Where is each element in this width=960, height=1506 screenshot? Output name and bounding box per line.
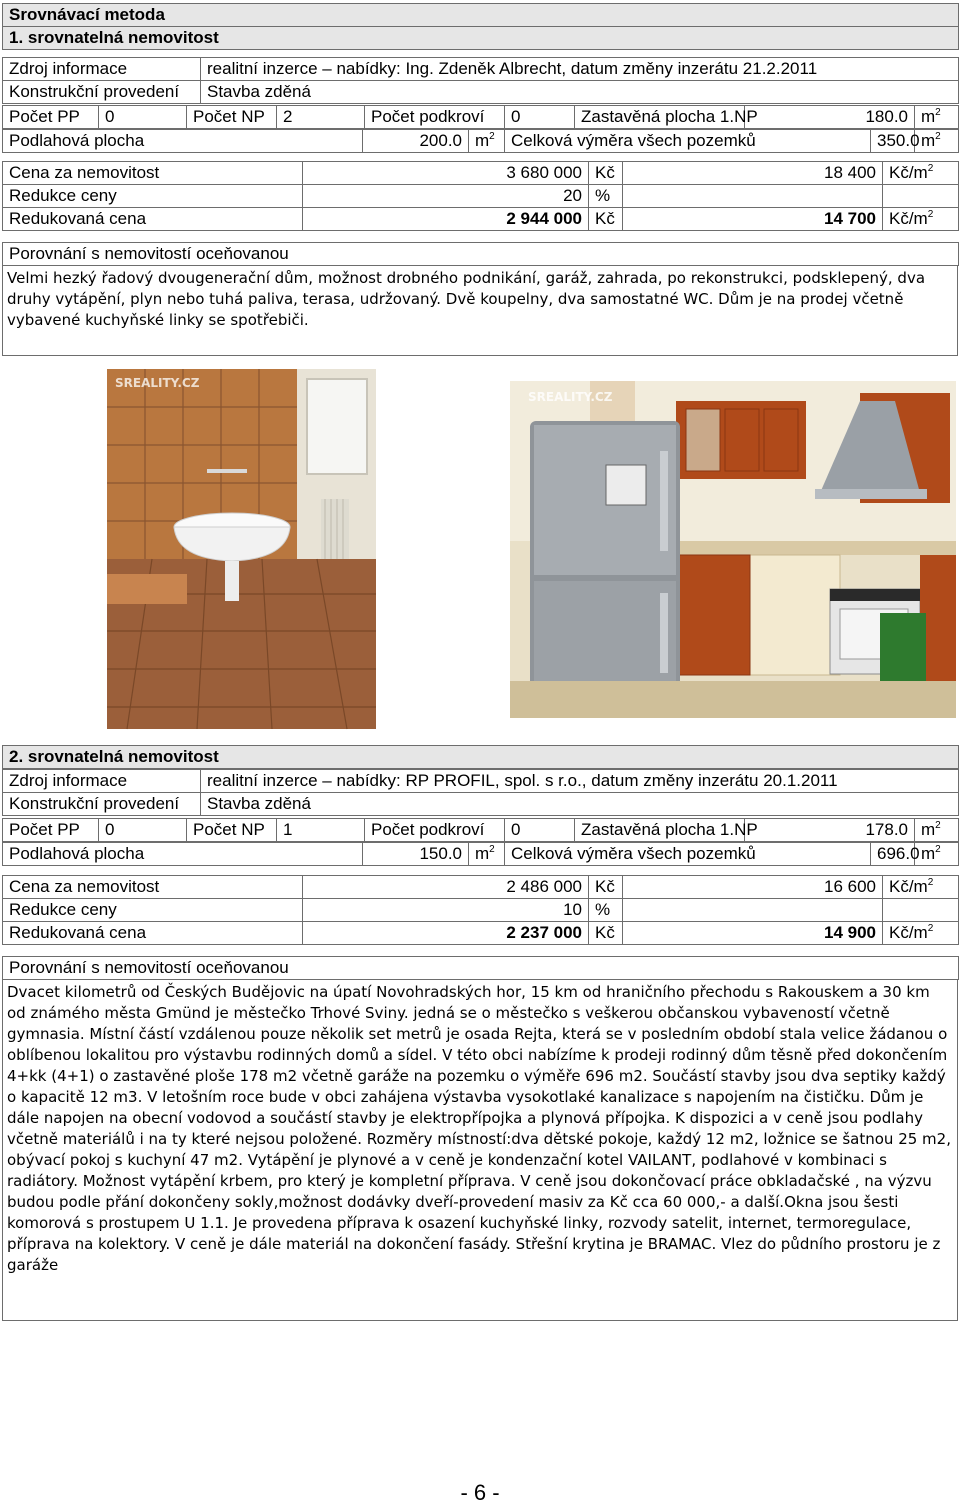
reduced-price-value: 2 237 000 bbox=[303, 922, 589, 945]
price-per-m2-unit: $Kč/m^2$ bbox=[883, 162, 959, 185]
property1-area-table bbox=[2, 129, 959, 153]
price-per-m2-unit: $Kč/m^2$ bbox=[883, 876, 959, 899]
property2-title: 2. srovnatelná nemovitost bbox=[3, 746, 959, 769]
built-area-value: 178.0 bbox=[745, 819, 915, 842]
attic-label: Počet podkroví bbox=[365, 819, 505, 842]
reduced-price-per-m2-value: 14 700 bbox=[623, 208, 883, 231]
reduction-unit: % bbox=[589, 899, 623, 922]
floor-area-label: Podlahová plocha bbox=[3, 130, 363, 153]
land-area-label: Celková výměra všech pozemků bbox=[505, 843, 871, 866]
empty-cell bbox=[883, 185, 959, 208]
property1-description-box bbox=[2, 265, 958, 356]
reduced-price-value: 2 944 000 bbox=[303, 208, 589, 231]
method-title: Srovnávací metoda bbox=[3, 4, 959, 27]
property2-comparison-table bbox=[2, 956, 959, 980]
kitchen-photo bbox=[510, 381, 956, 718]
floor-area-value: 200.0 bbox=[363, 130, 469, 153]
land-area-value: 350.0 bbox=[871, 130, 915, 153]
pp-value: 0 bbox=[99, 819, 187, 842]
source-value: realitní inzerce – nabídky: RP PROFIL, spol. s r.o., datum změny inzerátu 20.1.2011 bbox=[201, 770, 959, 793]
source-value: realitní inzerce – nabídky: Ing. Zdeněk Albrecht, datum změny inzerátu 21.2.2011 bbox=[201, 58, 959, 81]
built-area-label: Zastavěná plocha 1.NP bbox=[575, 819, 745, 842]
floor-area-value: 150.0 bbox=[363, 843, 469, 866]
construction-label: Konstrukční provedení bbox=[3, 793, 201, 816]
attic-value: 0 bbox=[505, 106, 575, 129]
land-area-value: 696.0 bbox=[871, 843, 915, 866]
reduction-label: Redukce ceny bbox=[3, 899, 303, 922]
comparison-label: Porovnání s nemovitostí oceňovanou bbox=[3, 243, 959, 266]
np-label: Počet NP bbox=[187, 819, 277, 842]
price-per-m2-value: 16 600 bbox=[623, 876, 883, 899]
property1-description: Velmi hezký řadový dvougenerační dům, možnost drobného podnikání, garáž, zahrada, po rekonstrukci, podsklepený, dva druhy vytápění, plyn nebo tuhá paliva, terasa, udržovaný. Dvě koupelny, dva samostatné WC. Dům je na prodej včetně vybavené kuchyňské linky se spotřebiči. bbox=[7, 269, 926, 329]
property1-counts-table bbox=[2, 105, 959, 129]
property2-header-table bbox=[2, 745, 959, 769]
pp-value: 0 bbox=[99, 106, 187, 129]
construction-value: Stavba zděná bbox=[201, 81, 959, 104]
price-per-m2-value: 18 400 bbox=[623, 162, 883, 185]
empty-cell bbox=[623, 899, 883, 922]
bathroom-photo bbox=[107, 369, 376, 729]
empty-cell bbox=[883, 899, 959, 922]
built-area-unit: $m^2$ bbox=[915, 819, 959, 842]
reduced-price-per-m2-value: 14 900 bbox=[623, 922, 883, 945]
reduced-price-per-m2-unit: $Kč/m^2$ bbox=[883, 208, 959, 231]
floor-area-label: Podlahová plocha bbox=[3, 843, 363, 866]
photo2-watermark: SREALITY.CZ bbox=[528, 390, 613, 404]
property1-header-table bbox=[2, 3, 959, 50]
property2-area-table bbox=[2, 842, 959, 866]
floor-area-unit: $m^2$ bbox=[469, 130, 505, 153]
pp-label: Počet PP bbox=[3, 106, 99, 129]
construction-label: Konstrukční provedení bbox=[3, 81, 201, 104]
reduction-label: Redukce ceny bbox=[3, 185, 303, 208]
np-value: 2 bbox=[277, 106, 365, 129]
price-value: 3 680 000 bbox=[303, 162, 589, 185]
property2-source-table bbox=[2, 769, 959, 816]
reduction-value: 20 bbox=[303, 185, 589, 208]
built-area-label: Zastavěná plocha 1.NP bbox=[575, 106, 745, 129]
construction-value: Stavba zděná bbox=[201, 793, 959, 816]
reduced-price-label: Redukovaná cena bbox=[3, 922, 303, 945]
property2-counts-table bbox=[2, 818, 959, 842]
reduced-price-label: Redukovaná cena bbox=[3, 208, 303, 231]
reduced-price-per-m2-unit: $Kč/m^2$ bbox=[883, 922, 959, 945]
photo1-watermark: SREALITY.CZ bbox=[115, 376, 200, 390]
comparison-label: Porovnání s nemovitostí oceňovanou bbox=[3, 957, 959, 980]
property2-description-box bbox=[2, 979, 958, 1321]
floor-area-unit: $m^2$ bbox=[469, 843, 505, 866]
built-area-value: 180.0 bbox=[745, 106, 915, 129]
reduction-value: 10 bbox=[303, 899, 589, 922]
land-area-label: Celková výměra všech pozemků bbox=[505, 130, 871, 153]
np-label: Počet NP bbox=[187, 106, 277, 129]
price-unit: Kč bbox=[589, 162, 623, 185]
source-label: Zdroj informace bbox=[3, 770, 201, 793]
property1-title: 1. srovnatelná nemovitost bbox=[3, 27, 959, 50]
attic-label: Počet podkroví bbox=[365, 106, 505, 129]
reduction-unit: % bbox=[589, 185, 623, 208]
attic-value: 0 bbox=[505, 819, 575, 842]
land-area-unit: $m^2$ bbox=[915, 130, 959, 153]
price-unit: Kč bbox=[589, 876, 623, 899]
land-area-unit: $m^2$ bbox=[915, 843, 959, 866]
np-value: 1 bbox=[277, 819, 365, 842]
reduced-price-unit: Kč bbox=[589, 208, 623, 231]
price-value: 2 486 000 bbox=[303, 876, 589, 899]
empty-cell bbox=[623, 185, 883, 208]
built-area-unit: $m^2$ bbox=[915, 106, 959, 129]
reduced-price-unit: Kč bbox=[589, 922, 623, 945]
price-label: Cena za nemovitost bbox=[3, 876, 303, 899]
price-label: Cena za nemovitost bbox=[3, 162, 303, 185]
property2-description: Dvacet kilometrů od Českých Budějovic na úpatí Novohradských hor, 15 km od hraničního přechodu s Rakouskem a 30 km od známého města Gmünd je městečko Trhové Sviny. jedná se o městečko s veškerou občanskou vybaveností včetně gymnasia. Místní částí vzdálenou pouze několik set metrů je osada Rejta, která se v posledním období stala velice žádanou o oblíbenou lokalitou pro výstavbu rodinných domů a sídel. V této obci nabízíme k prodeji rodinný dům těsně před dokončením 4+kk (4+1) o zastavěné ploše 178 m2 včetně garáže na pozemku o výměře 696 m2. Součástí stavby jsou dva septiky každý o kapacitě 12 m3. V letošním roce bude v obci zahájena výstavba vysokotlaké kanalizace s napojením na čističku. Dům je dále napojen na obecní vodovod a součástí stavby je elektropřípojka a plynová přípojka. K dispozici a v ceně jsou podlahy včetně materiálů i na ty které nejsou položené. Rozměry místností:dva dětské pokoje, každý 12 m2, ložnice se šatnou 25 m2, obývací pokoj s kuchyní 47 m2. Vytápění je plynové a v ceně je kondenzační kotel VAILANT, podlahové v kombinaci s radiátory. Možnost vytápění krbem, pro který je kompletní příprava. V ceně jsou dokončovací práce obkladačské , na výzvu budou podle přání dokončeny sokly,možnost dodávky dveří-provedení masiv za Kč cca 60 000,- a další.Okna jsou šesti komorová s prostupem U 1.1. Je provedena příprava k osazení kuchyňské linky, rozvody satelit, internet, termoregulace, příprava na kolektory. V ceně je dále materiál na dokončení fasády. Střešní krytina je BRAMAC. Vlez do půdního prostoru je z garáže bbox=[7, 983, 951, 1274]
property2-price-table bbox=[2, 875, 959, 945]
property1-comparison-table bbox=[2, 242, 959, 266]
source-label: Zdroj informace bbox=[3, 58, 201, 81]
page-number: - 6 - bbox=[460, 1480, 500, 1505]
property1-source-table bbox=[2, 57, 959, 104]
pp-label: Počet PP bbox=[3, 819, 99, 842]
property1-price-table bbox=[2, 161, 959, 231]
